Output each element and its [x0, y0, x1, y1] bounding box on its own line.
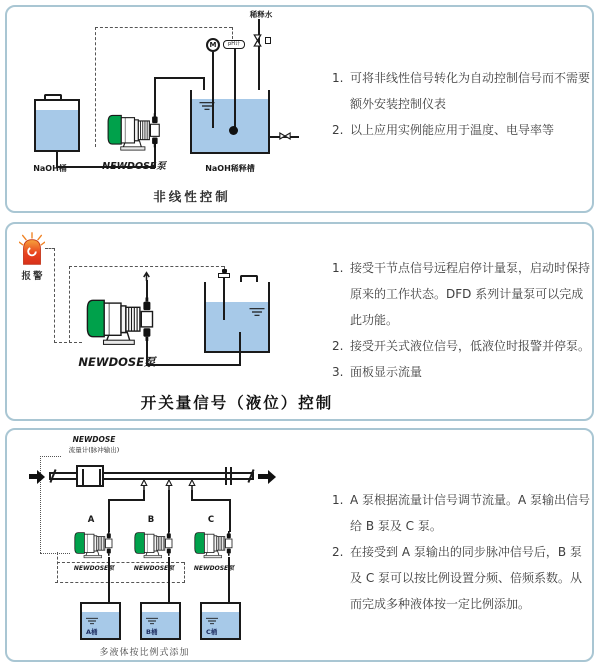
dosing-pump-graphic	[107, 112, 162, 153]
pipe-flange	[225, 467, 227, 485]
tank-cap	[44, 94, 62, 99]
pump-b-label: B	[147, 515, 155, 525]
gate-valve-icon	[253, 34, 262, 47]
pump-c-label: C	[207, 515, 215, 525]
pipe-flange	[230, 467, 232, 485]
note-item	[332, 359, 593, 385]
naoh-tank	[34, 99, 80, 152]
panel-level-control	[5, 222, 594, 421]
note-number: 3.	[332, 365, 344, 379]
alarm-label: 报警	[21, 271, 45, 282]
panel-proportional-dosing	[5, 428, 594, 662]
note-text: A 泵根据流量计信号调节流量。A 泵输出信号给 B 泵及 C 泵。	[350, 493, 591, 533]
note-number: 2.	[332, 545, 344, 559]
panel-nonlinear-control	[5, 5, 594, 213]
note-item	[332, 487, 591, 539]
note-item	[332, 117, 590, 143]
flowmeter-label: 流量计(脉冲输出)	[68, 446, 120, 454]
liquid-surface-icon	[248, 307, 266, 317]
note-number: 2.	[332, 339, 344, 353]
tank-b	[140, 602, 181, 640]
mixer-shaft	[212, 52, 214, 128]
tank-c	[200, 602, 241, 640]
note-item	[332, 539, 591, 617]
tank-a-label: A桶	[86, 628, 98, 636]
ph-transmitter: pH计	[223, 40, 245, 49]
pump-brand-label: NEWDOSE泵	[102, 161, 166, 172]
liquid-surface-icon	[145, 617, 159, 625]
level-signal-dashed-line	[69, 266, 70, 343]
notes-list	[332, 65, 590, 143]
dosing-pump-graphic	[134, 530, 174, 560]
naoh-tank-label: NaOH桶	[33, 164, 67, 173]
notes-list	[332, 255, 593, 385]
level-signal-dashed-line	[69, 266, 224, 267]
dosing-pump-graphic	[194, 530, 234, 560]
pump-brand-label: NEWDOSE泵	[133, 565, 175, 572]
flow-out-arrow	[258, 474, 268, 479]
level-sensor-probe	[223, 278, 225, 320]
suction-pipe	[239, 332, 241, 366]
note-number: 2.	[332, 123, 344, 137]
note-item	[332, 333, 593, 359]
dilution-tank-label: NaOH稀释槽	[205, 164, 255, 173]
valve-actuator	[265, 37, 271, 44]
tank-a	[80, 602, 121, 640]
notes-list	[332, 487, 591, 617]
note-number: 1.	[332, 493, 344, 507]
sync-signal-dashed-line	[57, 552, 58, 583]
tank-c-label: C桶	[206, 628, 218, 636]
control-signal-dashed-line	[95, 27, 96, 147]
ph-probe	[234, 49, 236, 127]
alarm-signal-dashed-line	[54, 248, 55, 343]
injection-valve-icon	[142, 271, 151, 282]
control-signal-dashed-line	[232, 27, 233, 39]
alarm-signal-dashed-line	[54, 342, 82, 343]
control-signal-dashed-line	[95, 27, 232, 28]
tank-b-label: B桶	[146, 628, 158, 636]
note-text: 接受开关式液位信号，低液位时报警并停泵。	[350, 339, 591, 353]
liquid-surface-icon	[85, 617, 99, 625]
flow-signal-dotted-line	[40, 553, 70, 554]
dilution-water-pipe	[258, 19, 260, 95]
discharge-pipe-a	[108, 499, 145, 501]
flow-meter-flange	[99, 469, 101, 485]
pump-a-label: A	[87, 515, 95, 525]
discharge-pipe-c	[191, 499, 231, 501]
dilution-water-label: 稀释水	[249, 10, 273, 19]
note-item	[332, 255, 593, 333]
note-item	[332, 65, 590, 117]
level-sensor-knob	[222, 269, 227, 273]
note-text: 可将非线性信号转化为自动控制信号而不需要额外安装控制仪表	[350, 71, 591, 111]
flowmeter-brand-label: NEWDOSE	[72, 435, 116, 444]
note-text: 在接受到 A 泵输出的同步脉冲信号后，B 泵及 C 泵可以按比例设置分频、倍频系数。从而完成多种液体按一定比例添加。	[350, 545, 583, 611]
liquid-surface-icon	[205, 617, 219, 625]
alarm-beacon-icon	[19, 232, 45, 266]
note-text: 接受干节点信号远程启停计量泵，启动时保持原来的工作状态。DFD 系列计量泵可以完成此功能。	[350, 261, 591, 327]
dilution-tank	[190, 90, 270, 154]
mixer-motor-icon: M	[206, 38, 220, 52]
note-number: 1.	[332, 261, 344, 275]
discharge-pipe-b	[168, 490, 170, 532]
dosing-pump-graphic	[86, 296, 156, 348]
pump-brand-label: NEWDOSE泵	[193, 565, 235, 572]
flow-in-arrow	[29, 474, 37, 479]
tank-cap	[240, 275, 258, 282]
pump-brand-label: NEWDOSE泵	[78, 355, 156, 369]
panel-caption: 开关量信号（液位）控制	[140, 393, 334, 412]
note-text: 面板显示流量	[350, 365, 423, 379]
discharge-pipe-a	[108, 499, 110, 532]
discharge-pipe	[154, 77, 156, 114]
flow-meter-flange	[82, 469, 84, 485]
discharge-pipe-c	[229, 499, 231, 532]
tank-liquid	[36, 110, 78, 150]
outlet-valve-icon	[279, 132, 291, 140]
dosing-pump-graphic	[74, 530, 114, 560]
sync-signal-dashed-line	[55, 582, 185, 583]
chemical-tank	[204, 282, 270, 353]
flow-meter	[76, 465, 104, 487]
panel-caption: 多液体按比例式添加	[99, 648, 190, 658]
note-number: 1.	[332, 71, 344, 85]
note-text: 以上应用实例能应用于温度、电导率等	[350, 123, 555, 137]
pump-brand-label: NEWDOSE泵	[73, 565, 115, 572]
impeller-icon	[229, 126, 238, 135]
flow-signal-dotted-line	[40, 456, 61, 457]
panel-caption: 非线性控制	[153, 189, 231, 204]
discharge-pipe	[154, 77, 205, 79]
